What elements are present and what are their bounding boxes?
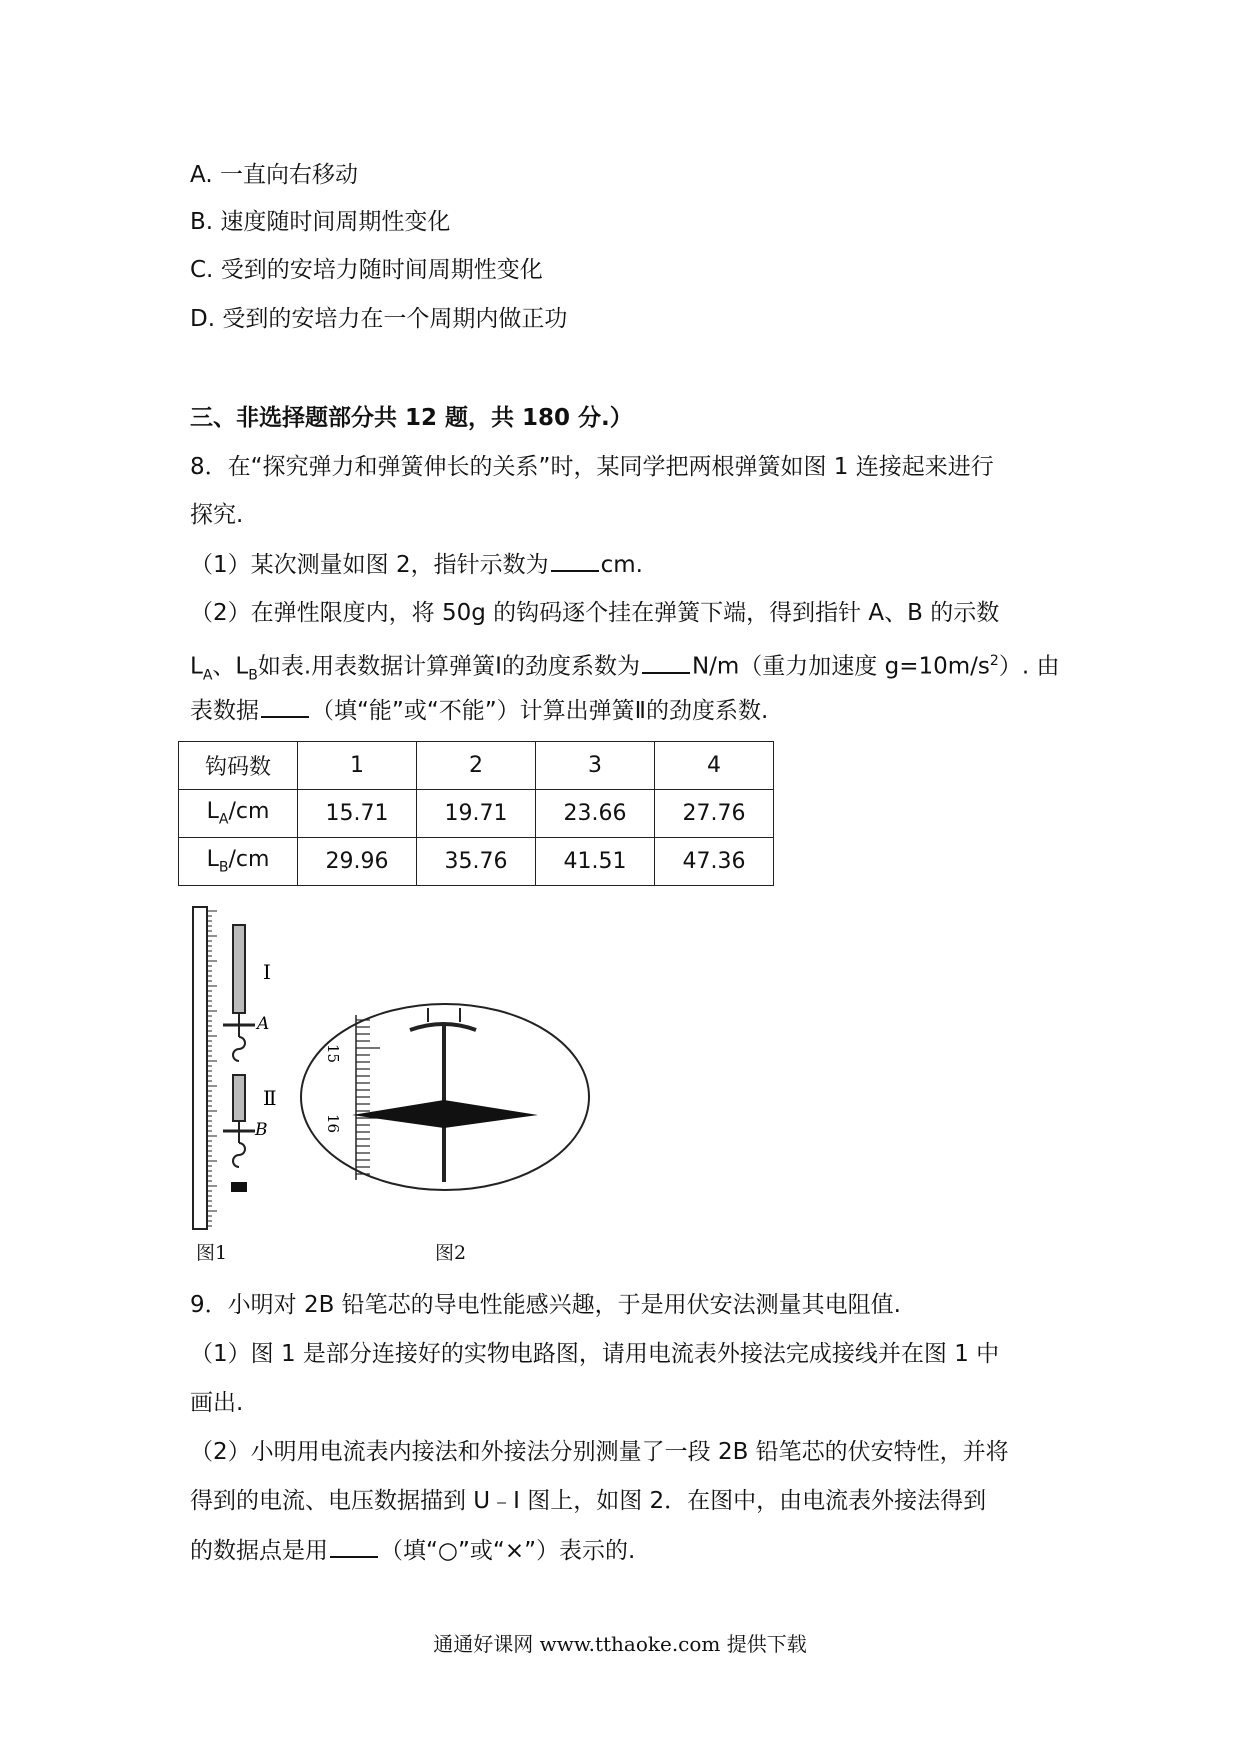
table-cell: 15.71	[298, 790, 417, 838]
q8-part2-line2: $L_A$、$L_B$如表.用表数据计算弹簧Ⅰ的劲度系数为 N/m（重力加速度 $g=10m/s^2$）. 由	[190, 645, 1059, 691]
q8-part2-line1: （2）在弹性限度内，将 50g 的钩码逐个挂在弹簧下端，得到指针 A、B 的示数	[190, 600, 1000, 626]
table-cell: 23.66	[536, 790, 655, 838]
hook-icon	[233, 1143, 245, 1167]
q8-part1: （1）某次测量如图 2，指针示数为 cm.	[190, 548, 643, 581]
q9-part2-line1: （2）小明用电流表内接法和外接法分别测量了一段 2B 铅笔芯的伏安特性，并将	[190, 1439, 1009, 1465]
q9-part1-line2: 画出.	[190, 1390, 244, 1416]
table-cell: 35.76	[417, 838, 536, 886]
figure-1-caption: 图1	[196, 1242, 228, 1264]
page-footer: 通通好课网 www.tthaoke.com 提供下载	[433, 1632, 807, 1656]
table-cell: 19.71	[417, 790, 536, 838]
figure-2-scale-reading	[298, 1000, 593, 1195]
svg-text:Ⅱ: Ⅱ	[263, 1086, 277, 1110]
table-header-row	[179, 742, 774, 790]
answer-blank[interactable]	[330, 1534, 378, 1558]
table-cell: $L_A/cm$	[179, 790, 298, 838]
table-cell: 47.36	[655, 838, 774, 886]
option-c: C. 受到的安培力随时间周期性变化	[190, 257, 543, 283]
svg-text:16: 16	[324, 1114, 342, 1134]
table-cell: 2	[417, 742, 536, 790]
table-cell: 3	[536, 742, 655, 790]
q8-line1: 8．在“探究弹力和弹簧伸长的关系”时，某同学把两根弹簧如图 1 连接起来进行	[190, 454, 994, 480]
answer-blank[interactable]	[642, 650, 690, 674]
svg-text:Ⅰ: Ⅰ	[263, 960, 271, 984]
hook-icon	[233, 1037, 245, 1061]
q9-line1: 9．小明对 2B 铅笔芯的导电性能感兴趣，于是用伏安法测量其电阻值.	[190, 1292, 901, 1318]
table-row	[179, 790, 774, 838]
table-cell: 1	[298, 742, 417, 790]
q9-part2-line3: 的数据点是用 （填“○”或“×”）表示的.	[190, 1534, 635, 1567]
table-cell: 41.51	[536, 838, 655, 886]
answer-blank[interactable]	[551, 548, 599, 572]
figure-1-spring-diagram	[185, 905, 275, 1235]
table-cell: 4	[655, 742, 774, 790]
weight-block	[231, 1182, 247, 1192]
spring-1	[233, 925, 245, 1013]
section-heading: 三、非选择题部分共 12 题，共 180 分.）	[190, 405, 633, 431]
table-cell: $L_B/cm$	[179, 838, 298, 886]
option-d: D. 受到的安培力在一个周期内做正功	[190, 306, 568, 332]
table-row	[179, 838, 774, 886]
spring-data-table	[178, 741, 774, 886]
q8-line2: 探究.	[190, 502, 244, 528]
table-cell: 27.76	[655, 790, 774, 838]
svg-text:15: 15	[324, 1044, 342, 1064]
table-cell: 29.96	[298, 838, 417, 886]
table-cell: 钩码数	[179, 742, 298, 790]
spring-2	[233, 1075, 245, 1121]
svg-text:B: B	[255, 1120, 268, 1140]
option-a: A. 一直向右移动	[190, 162, 358, 188]
answer-blank[interactable]	[261, 694, 309, 718]
ruler	[193, 907, 207, 1229]
q8-part2-line3: 表数据 （填“能”或“不能”）计算出弹簧Ⅱ的劲度系数.	[190, 694, 768, 727]
option-b: B. 速度随时间周期性变化	[190, 209, 451, 235]
figure-2-caption: 图2	[435, 1242, 467, 1264]
q9-part1-line1: （1）图 1 是部分连接好的实物电路图，请用电流表外接法完成接线并在图 1 中	[190, 1341, 1000, 1367]
q9-part2-line2: 得到的电流、电压数据描到 U﹣I 图上，如图 2．在图中，由电流表外接法得到	[190, 1488, 987, 1514]
svg-text:A: A	[257, 1014, 270, 1034]
